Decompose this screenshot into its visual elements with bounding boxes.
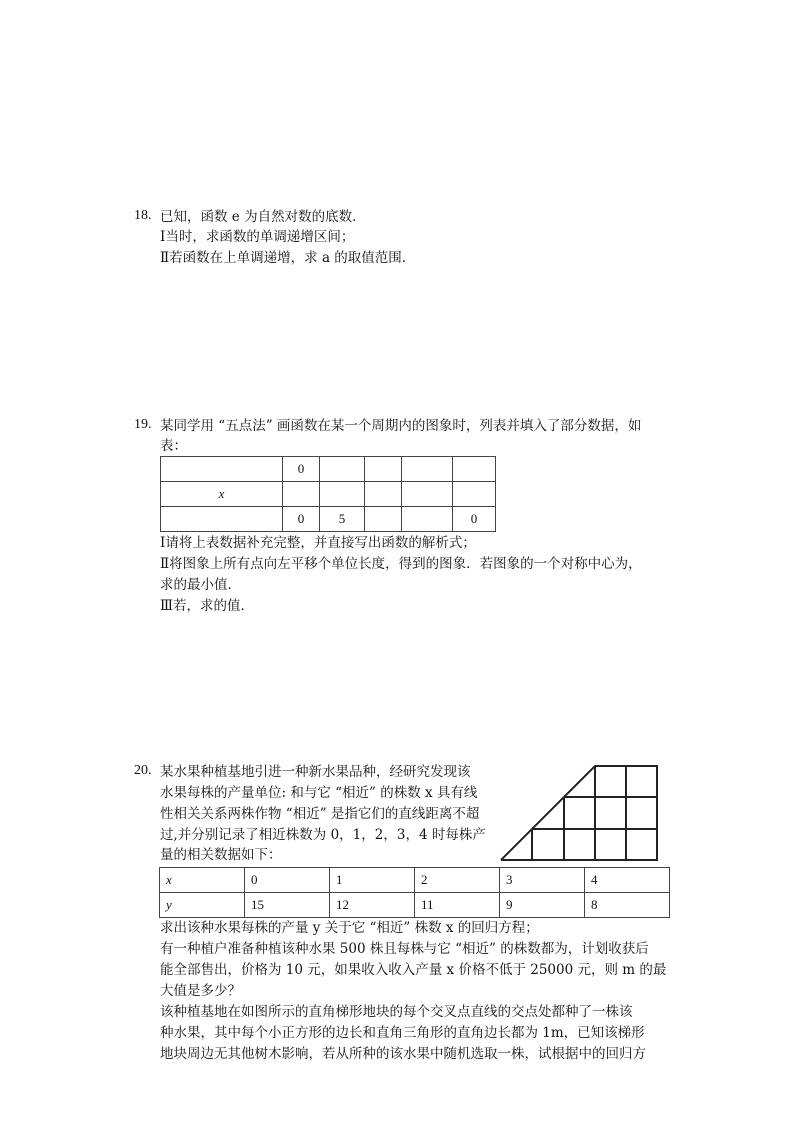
- q20-number: 20.: [134, 763, 152, 778]
- q20-line-4: 过,并分别记录了相近株数为 0，1，2，3，4 时每株产: [160, 827, 486, 843]
- table-cell: [161, 507, 283, 532]
- table-row: [161, 457, 496, 482]
- q19-line-2: 表：: [160, 438, 187, 454]
- table-cell: [365, 457, 402, 482]
- table-cell: [453, 482, 496, 507]
- table-cell: 4: [585, 868, 670, 893]
- table-cell: 2: [415, 868, 500, 893]
- table-cell: [365, 482, 402, 507]
- table-cell: [402, 507, 453, 532]
- table-cell: 8: [585, 893, 670, 918]
- table-cell: 9: [500, 893, 585, 918]
- q20-line-12: 地块周边无其他树木影响，若从所种的该水果中随机选取一株，试根据中的回归方: [160, 1046, 646, 1062]
- table-cell: 0: [245, 868, 330, 893]
- q20-line-8: 能全部售出，价格为 10 元，如果收入收入产量 x 价格不低于 25000 元，则 m 的最: [160, 962, 667, 978]
- table-cell: [161, 457, 283, 482]
- table-cell: [402, 457, 453, 482]
- q20-line-1: 某水果种植基地引进一种新水果品种，经研究发现该: [160, 764, 471, 780]
- q18-line-3: Ⅱ若函数在上单调递增，求 a 的取值范围．: [160, 250, 416, 266]
- q19-line-4: Ⅱ将图象上所有点向左平移个单位长度，得到的图象．若图象的一个对称中心为，: [160, 556, 642, 572]
- table-row: [161, 482, 496, 507]
- q20-line-3: 性相关关系两株作物 “相近” 是指它们的直线距离不超: [160, 806, 480, 822]
- q20-line-2: 水果每株的产量单位: 和与它 “相近” 的株数 x 具有线: [160, 785, 478, 801]
- q20-line-9: 大值是多少？: [160, 983, 241, 999]
- table-row: [160, 893, 670, 918]
- trapezoid-grid-figure: [490, 756, 670, 866]
- table-cell: [283, 482, 320, 507]
- q19-table: [160, 456, 496, 532]
- table-cell: 11: [415, 893, 500, 918]
- table-cell: 0: [453, 507, 496, 532]
- q20-line-11: 种水果，其中每个小正方形的边长和直角三角形的直角边长都为 1m，已知该梯形: [160, 1025, 645, 1041]
- table-cell: [453, 457, 496, 482]
- q20-table: [159, 867, 670, 918]
- q19-line-5: 求的最小值．: [160, 577, 241, 593]
- q20-line-10: 该种植基地在如图所示的直角梯形地块的每个交叉点直线的交点处都种了一株该: [160, 1004, 633, 1020]
- table-cell: x: [161, 482, 283, 507]
- q19-line-1: 某同学用 “五点法” 画函数在某一个周期内的图象时，列表并填入了部分数据，如: [160, 418, 642, 434]
- table-cell: 3: [500, 868, 585, 893]
- table-cell: [402, 482, 453, 507]
- table-cell: [365, 507, 402, 532]
- table-row: [161, 507, 496, 532]
- table-cell: 15: [245, 893, 330, 918]
- table-cell: 0: [283, 507, 320, 532]
- q20-line-6: 求出该种水果每株的产量 y 关于它 “相近” 株数 x 的回归方程；: [160, 920, 539, 936]
- table-cell: 0: [283, 457, 320, 482]
- table-cell: [320, 482, 365, 507]
- q18-number: 18.: [134, 208, 152, 223]
- table-cell: 12: [330, 893, 415, 918]
- q20-line-5: 量的相关数据如下：: [160, 847, 282, 863]
- q18-line-2: Ⅰ当时，求函数的单调递增区间；: [160, 229, 355, 245]
- q19-line-3: Ⅰ请将上表数据补充完整，并直接写出函数的解析式；: [160, 535, 476, 551]
- table-cell: 1: [330, 868, 415, 893]
- table-row: [160, 868, 670, 893]
- table-cell: y: [160, 893, 245, 918]
- q19-number: 19.: [134, 417, 152, 432]
- q19-line-6: Ⅲ若，求的值．: [160, 598, 255, 614]
- table-cell: 5: [320, 507, 365, 532]
- table-cell: [320, 457, 365, 482]
- q18-line-1: 已知，函数 e 为自然对数的底数．: [160, 209, 366, 225]
- q20-line-7: 有一种植户准备种植该种水果 500 株且每株与它 “相近” 的株数都为，计划收获后: [160, 941, 649, 957]
- table-cell: x: [160, 868, 245, 893]
